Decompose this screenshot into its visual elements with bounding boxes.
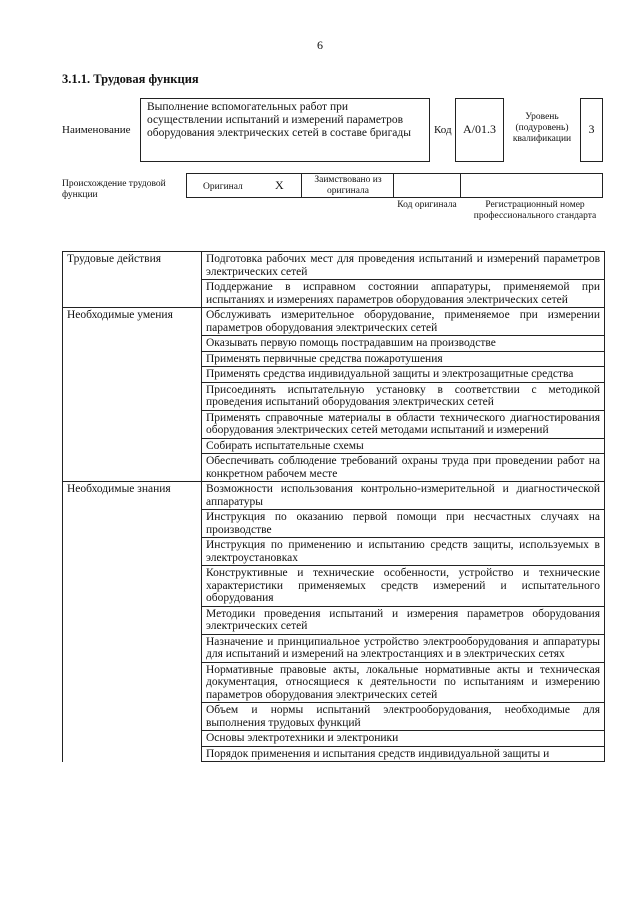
section-title: 3.1.1. Трудовая функция [62,72,199,86]
row-category [63,351,202,367]
original-label: Оригинал [203,182,243,192]
row-text: Собирать испытательные схемы [202,438,605,454]
row-category [63,438,202,454]
origin-label: Происхождение трудовой функции [62,179,166,200]
table-row [63,410,605,438]
table-row [63,634,605,662]
table-row [63,454,605,482]
table-row [63,510,605,538]
table-row [63,367,605,383]
row-text: Возможности использования контрольно-измерительной и диагностической аппаратуры [202,482,605,510]
origin-table [186,173,603,198]
function-table [62,251,605,762]
row-text: Поддержание в исправном состоянии аппаратуры, применяемой при испытаниях и измерениях параметров оборудования электрических сетей [202,280,605,308]
table-row [63,746,605,762]
row-text: Применять средства индивидуальной защиты и электрозащитные средства [202,367,605,383]
table-row [63,308,605,336]
divider [301,174,302,197]
table-row [63,280,605,308]
divider [460,174,461,197]
row-category [63,382,202,410]
row-category [63,454,202,482]
row-text: Инструкция по оказанию первой помощи при несчастных случаях на производстве [202,510,605,538]
row-text: Присоединять испытательную установку в соответствии с методикой проведения испытаний оборудования электрических сетей [202,382,605,410]
row-text: Порядок применения и испытания средств индивидуальной защиты и [202,746,605,762]
row-category [63,510,202,538]
row-text: Применять справочные материалы в области технического диагностирования оборудования электрических сетей методами испытаний и измерений [202,410,605,438]
row-text: Нормативные правовые акты, локальные нормативные акты и техническая документация, относящиеся к деятельности по испытаниям и измерению параметров оборудования электрических сетей [202,662,605,703]
row-text: Конструктивные и технические особенности, устройство и технические характеристики применяемых средств измерений и испытательного оборудования [202,566,605,607]
row-category [63,731,202,747]
code-original-caption: Код оригинала [397,200,457,210]
row-category: Необходимые умения [63,308,202,336]
row-category [63,280,202,308]
row-category: Трудовые действия [63,252,202,280]
row-category: Необходимые знания [63,482,202,510]
table-row [63,351,605,367]
table-row [63,566,605,607]
code-label: Код [434,124,452,136]
row-category [63,410,202,438]
table-row [63,731,605,747]
table-row [63,606,605,634]
page-number: 6 [317,38,323,52]
name-value: Выполнение вспомогательных работ при осуществлении испытаний и измерений параметров оборудования электрических сетей в составе бригады [140,98,430,162]
table-row [63,382,605,410]
original-mark: X [275,178,284,192]
row-text: Обслуживать измерительное оборудование, применяемое при измерении параметров оборудования электрических сетей [202,308,605,336]
table-row [63,252,605,280]
row-text: Инструкция по применению и испытанию средств защиты, используемых в электроустановках [202,538,605,566]
row-text: Объем и нормы испытаний электрооборудования, необходимые для выполнения трудовых функций [202,703,605,731]
borrowed-label: Заимствовано из оригинала [314,175,382,196]
table-row [63,336,605,352]
table-row [63,538,605,566]
row-category [63,606,202,634]
name-label: Наименование [62,124,131,136]
level-value: 3 [580,98,603,162]
level-label: Уровень (подуровень) квалификации [512,112,572,144]
row-text: Обеспечивать соблюдение требований охраны труда при проведении работ на конкретном рабочем месте [202,454,605,482]
row-category [63,746,202,762]
row-category [63,336,202,352]
table-row [63,482,605,510]
table-row [63,662,605,703]
row-text: Подготовка рабочих мест для проведения испытаний и измерений параметров электрических сетей [202,252,605,280]
reg-number-caption: Регистрационный номер профессионального стандарта [473,200,597,221]
row-text: Оказывать первую помощь пострадавшим на производстве [202,336,605,352]
row-category [63,662,202,703]
table-row [63,438,605,454]
row-text: Методики проведения испытаний и измерения параметров оборудования электрических сетей [202,606,605,634]
row-text: Применять первичные средства пожаротушения [202,351,605,367]
row-text: Назначение и принципиальное устройство электрооборудования и аппаратуры для испытаний и измерений на электростанциях и в электрических сетях [202,634,605,662]
row-category [63,538,202,566]
row-category [63,703,202,731]
row-category [63,367,202,383]
divider [393,174,394,197]
row-category [63,566,202,607]
code-value: A/01.3 [455,98,504,162]
row-text: Основы электротехники и электроники [202,731,605,747]
table-row [63,703,605,731]
row-category [63,634,202,662]
